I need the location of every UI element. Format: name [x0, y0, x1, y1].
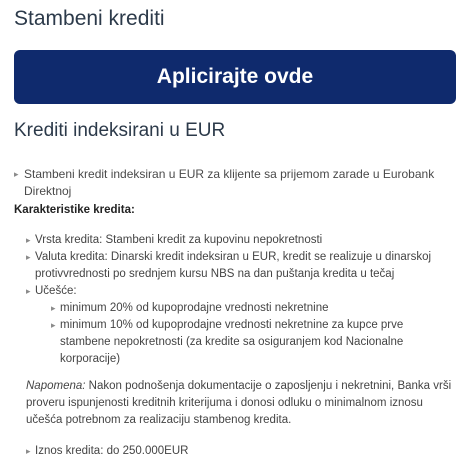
list-item	[26, 249, 456, 283]
list-item-text: Valuta kredita: Dinarski kredit indeksiran u EUR, kredit se realizuje u dinarskoj protivvrednosti po srednjem kursu NBS na dan puštanja kredita u tečaj	[35, 251, 432, 280]
chevron-right-icon: ▸	[51, 303, 56, 313]
list-item-text: Učešće:	[35, 285, 77, 297]
chevron-right-icon: ▸	[26, 446, 31, 456]
section-title: Krediti indeksirani u EUR	[14, 120, 226, 141]
list-item	[26, 283, 456, 368]
amount-list	[14, 443, 456, 460]
note-text: Nakon podnošenja dokumentacije o zaposljenju i nekretnini, Banka vrši proveru ispunjenosti kreditnih kriterijuma i donosi odluku o minimalnom iznosu učešća potrebnom za realizaciju stambenog kredita.	[26, 380, 452, 426]
list-item-text: minimum 20% od kupoprodajne vrednosti nekretnine	[60, 302, 329, 314]
list-item-text: Iznos kredita: do 250.000EUR	[35, 445, 189, 457]
characteristics-list	[14, 232, 456, 368]
down-payment-sublist	[35, 300, 456, 368]
list-item	[51, 300, 456, 317]
list-item-text: Vrsta kredita: Stambeni kredit za kupovinu nepokretnosti	[35, 234, 323, 246]
list-item	[26, 443, 456, 460]
chevron-right-icon: ▸	[26, 286, 31, 296]
chevron-right-icon: ▸	[14, 169, 19, 179]
note-label: Napomena:	[26, 380, 86, 392]
loan-link-item[interactable]	[14, 166, 456, 200]
chevron-right-icon: ▸	[26, 252, 31, 262]
list-item-text: minimum 10% od kupoprodajne vrednosti nekretnine za kupce prve stambene nepokretnosti (za kredite sa osiguranjem kod Nacionalne korporacije)	[60, 319, 404, 365]
characteristics-label: Karakteristike kredita:	[14, 204, 135, 216]
chevron-right-icon: ▸	[51, 320, 56, 330]
page-title: Stambeni krediti	[14, 7, 165, 30]
loan-link-text[interactable]: Stambeni kredit indeksiran u EUR za klijente sa prijemom zarade u Eurobank Direktnoj	[24, 167, 435, 198]
apply-here-button[interactable]: Aplicirajte ovde	[14, 50, 456, 104]
chevron-right-icon: ▸	[26, 235, 31, 245]
list-item	[26, 232, 456, 249]
note-paragraph	[26, 378, 456, 429]
list-item	[51, 317, 456, 368]
